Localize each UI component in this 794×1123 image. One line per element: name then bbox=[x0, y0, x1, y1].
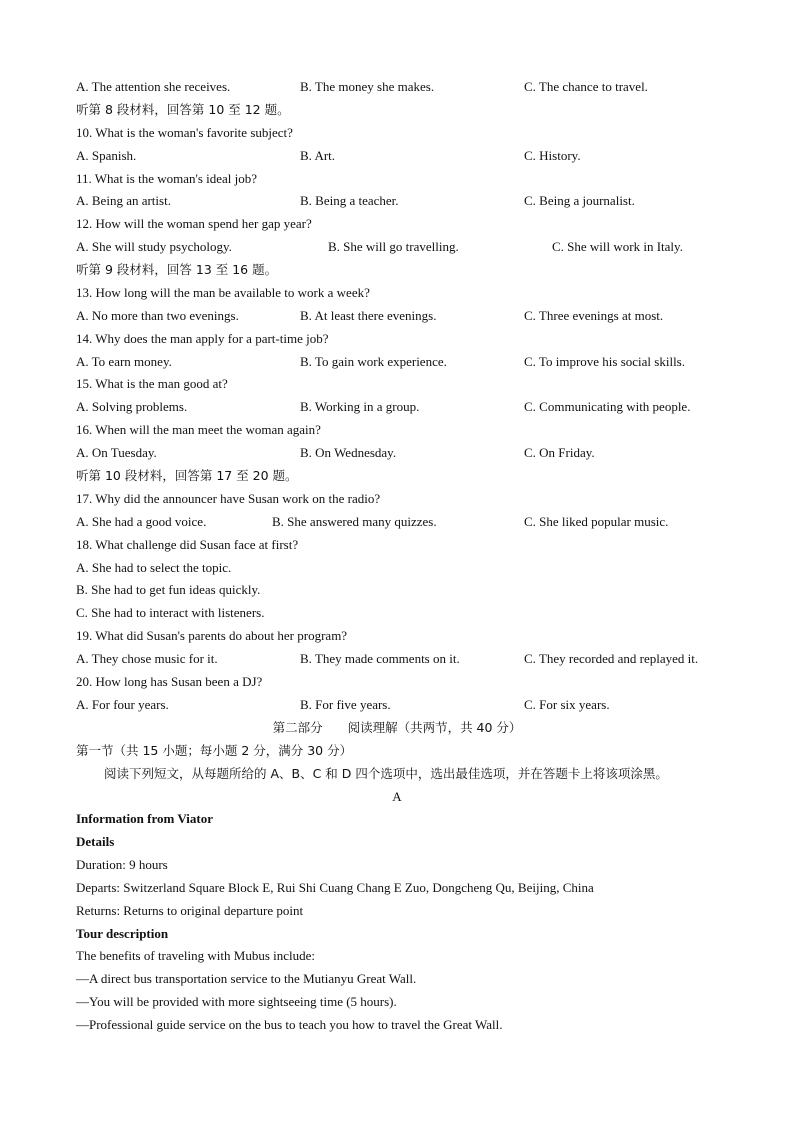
q18-option-b: B. She had to get fun ideas quickly. bbox=[76, 582, 261, 597]
q18-option-c: C. She had to interact with listeners. bbox=[76, 605, 265, 620]
q10-stem: 10. What is the woman's favorite subject? bbox=[76, 125, 293, 140]
q16-option-c: C. On Friday. bbox=[524, 445, 595, 460]
q11-option-a: A. Being an artist. bbox=[76, 193, 171, 208]
q12-option-a: A. She will study psychology. bbox=[76, 239, 232, 254]
q12-stem: 12. How will the woman spend her gap year? bbox=[76, 216, 312, 231]
section-8-instruction: 听第 8 段材料，回答第 10 至 12 题。 bbox=[76, 102, 290, 117]
returns-line: Returns: Returns to original departure point bbox=[76, 903, 304, 918]
q20-option-a: A. For four years. bbox=[76, 697, 169, 712]
q14-stem: 14. Why does the man apply for a part-time job? bbox=[76, 331, 329, 346]
benefit-item: —A direct bus transportation service to the Mutianyu Great Wall. bbox=[76, 971, 417, 986]
q13-option-c: C. Three evenings at most. bbox=[524, 308, 664, 323]
q13-stem: 13. How long will the man be available to work a week? bbox=[76, 285, 370, 300]
q20-stem: 20. How long has Susan been a DJ? bbox=[76, 674, 263, 689]
q19-option-a: A. They chose music for it. bbox=[76, 651, 218, 666]
departs-line: Departs: Switzerland Square Block E, Rui Shi Cuang Chang E Zuo, Dongcheng Qu, Beijing, China bbox=[76, 880, 594, 895]
q10-option-a: A. Spanish. bbox=[76, 148, 137, 163]
q15-option-b: B. Working in a group. bbox=[300, 399, 420, 414]
q13-option-a: A. No more than two evenings. bbox=[76, 308, 239, 323]
benefit-item: —Professional guide service on the bus to teach you how to travel the Great Wall. bbox=[76, 1017, 503, 1032]
q12-option-c: C. She will work in Italy. bbox=[552, 239, 683, 254]
q16-stem: 16. When will the man meet the woman again? bbox=[76, 422, 321, 437]
q16-option-a: A. On Tuesday. bbox=[76, 445, 157, 460]
q15-stem: 15. What is the man good at? bbox=[76, 376, 228, 391]
q10-option-b: B. Art. bbox=[300, 148, 336, 163]
q17-option-b: B. She answered many quizzes. bbox=[272, 514, 437, 529]
q18-stem: 18. What challenge did Susan face at first? bbox=[76, 537, 299, 552]
benefits-intro: The benefits of traveling with Mubus include: bbox=[76, 948, 316, 963]
passage-letter: A bbox=[392, 789, 402, 804]
q9-option-a: A. The attention she receives. bbox=[76, 79, 231, 94]
q15-option-a: A. Solving problems. bbox=[76, 399, 188, 414]
q20-option-c: C. For six years. bbox=[524, 697, 610, 712]
part-2-title: 第二部分 阅读理解（共两节，共 40 分） bbox=[272, 720, 522, 735]
q15-option-c: C. Communicating with people. bbox=[524, 399, 691, 414]
q14-option-b: B. To gain work experience. bbox=[300, 354, 447, 369]
q9-option-b: B. The money she makes. bbox=[300, 79, 435, 94]
section-10-instruction: 听第 10 段材料，回答第 17 至 20 题。 bbox=[76, 468, 298, 483]
q9-option-c: C. The chance to travel. bbox=[524, 79, 648, 94]
tour-description-heading: Tour description bbox=[76, 926, 169, 941]
q17-stem: 17. Why did the announcer have Susan work on the radio? bbox=[76, 491, 381, 506]
duration-line: Duration: 9 hours bbox=[76, 857, 168, 872]
q11-stem: 11. What is the woman's ideal job? bbox=[76, 171, 258, 186]
q11-option-b: B. Being a teacher. bbox=[300, 193, 399, 208]
details-heading: Details bbox=[76, 834, 115, 849]
q13-option-b: B. At least there evenings. bbox=[300, 308, 437, 323]
q18-option-a: A. She had to select the topic. bbox=[76, 560, 232, 575]
q19-stem: 19. What did Susan's parents do about her program? bbox=[76, 628, 348, 643]
benefit-item: —You will be provided with more sightseeing time (5 hours). bbox=[76, 994, 397, 1009]
q19-option-c: C. They recorded and replayed it. bbox=[524, 651, 699, 666]
q14-option-a: A. To earn money. bbox=[76, 354, 172, 369]
section-1-title: 第一节（共 15 小题；每小题 2 分，满分 30 分） bbox=[76, 743, 353, 758]
passage-heading: Information from Viator bbox=[76, 811, 213, 826]
q12-option-b: B. She will go travelling. bbox=[328, 239, 459, 254]
q16-option-b: B. On Wednesday. bbox=[300, 445, 397, 460]
q14-option-c: C. To improve his social skills. bbox=[524, 354, 685, 369]
q11-option-c: C. Being a journalist. bbox=[524, 193, 635, 208]
q20-option-b: B. For five years. bbox=[300, 697, 391, 712]
q19-option-b: B. They made comments on it. bbox=[300, 651, 460, 666]
q10-option-c: C. History. bbox=[524, 148, 581, 163]
section-9-instruction: 听第 9 段材料，回答 13 至 16 题。 bbox=[76, 262, 278, 277]
q17-option-c: C. She liked popular music. bbox=[524, 514, 669, 529]
reading-instruction: 阅读下列短文，从每题所给的 A、B、C 和 D 四个选项中，选出最佳选项，并在答题卡上将该项涂黑。 bbox=[104, 766, 668, 781]
q17-option-a: A. She had a good voice. bbox=[76, 514, 207, 529]
